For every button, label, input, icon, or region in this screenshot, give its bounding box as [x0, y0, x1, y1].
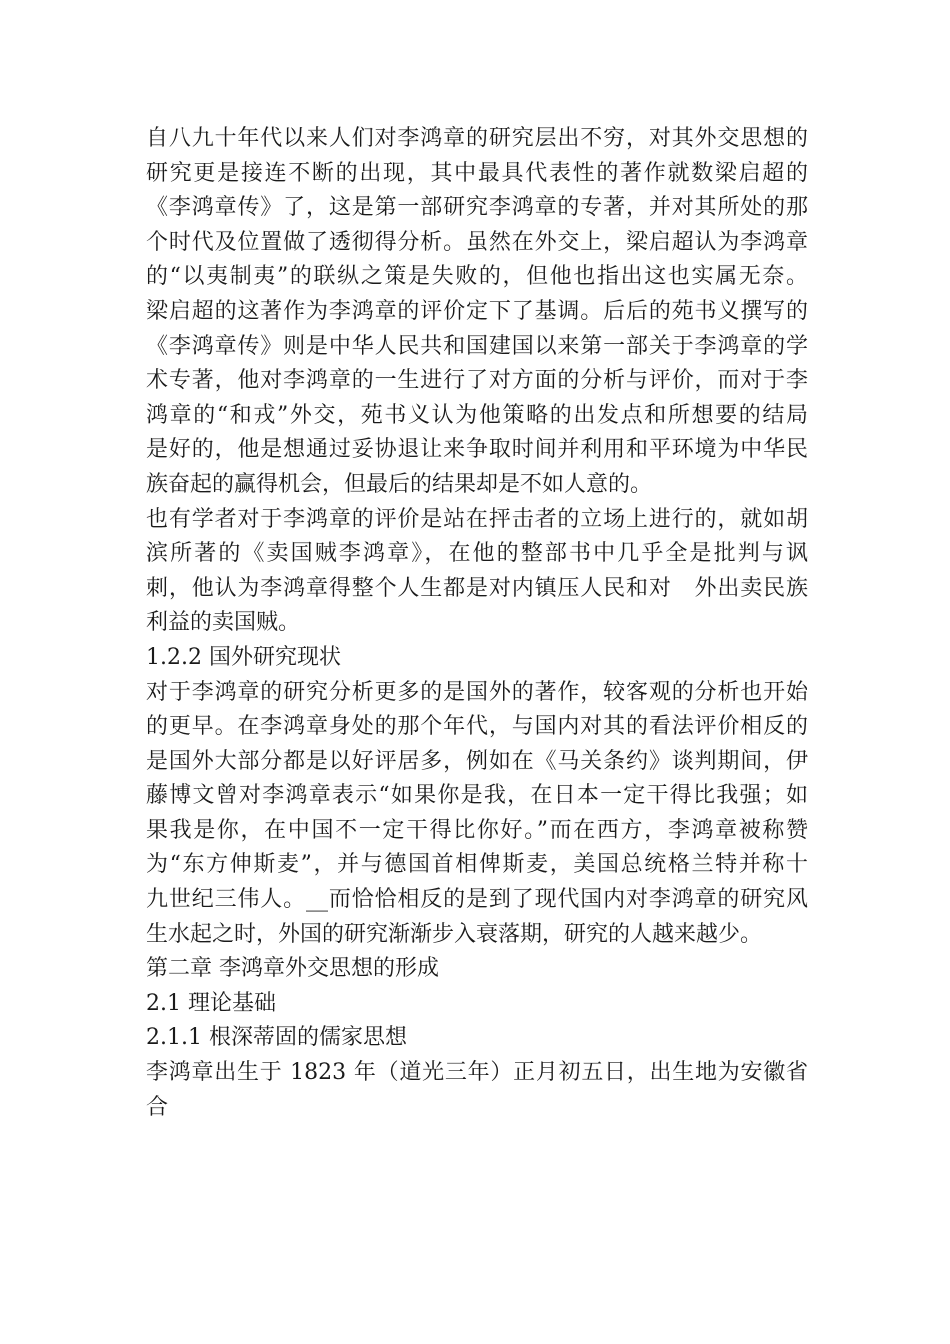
text-line: 术专著，他对李鸿章的一生进行了对方面的分析与评价，而对于李: [146, 368, 808, 394]
text-line: 梁启超的这著作为李鸿章的评价定下了基调。后后的苑书义撰写的: [146, 298, 808, 324]
text-line: 利益的卖国贼。: [146, 610, 301, 636]
text-line: 藤博文曾对李鸿章表示“如果你是我，在日本一定干得比我强；如: [146, 783, 808, 809]
text-line: 《李鸿章传》则是中华人民共和国建国以来第一部关于李鸿章的学: [146, 333, 808, 359]
text-line: 刺，他认为李鸿章得整个人生都是对内镇压人民和对 外出卖民族: [146, 575, 808, 601]
text-line: 《李鸿章传》了，这是第一部研究李鸿章的专著，并对其所处的那: [146, 195, 808, 221]
text-line: 是好的，他是想通过妥协退让来争取时间并利用和平环境为中华民: [146, 437, 808, 463]
text-line: 鸿章的“和戎”外交，苑书义认为他策略的出发点和所想要的结局: [146, 402, 808, 428]
text-line: 也有学者对于李鸿章的评价是站在抨击者的立场上进行的，就如胡: [146, 506, 808, 532]
text-line: 李鸿章出生于 1823 年（道光三年）正月初五日，出生地为安徽省合: [146, 1060, 808, 1120]
text-line: 滨所著的《卖国贼李鸿章》，在他的整部书中几乎全是批判与讽: [146, 541, 808, 567]
section-heading: 2.1 理论基础: [146, 990, 276, 1016]
text-line: 是国外大部分都是以好评居多，例如在《马关条约》谈判期间，伊: [146, 748, 808, 774]
document-body: [146, 122, 808, 1120]
section-heading: 1.2.2 国外研究现状: [146, 644, 341, 670]
text-line: 个时代及位置做了透彻得分析。虽然在外交上，梁启超认为李鸿章: [146, 229, 808, 255]
text-line: 研究更是接连不断的出现，其中最具代表性的著作就数梁启超的: [146, 160, 808, 186]
text-line: 族奋起的赢得机会，但最后的结果却是不如人意的。: [146, 471, 653, 497]
text-line: 的“以夷制夷”的联纵之策是失败的，但他也指出这也实属无奈。: [146, 264, 808, 290]
text-line: 为“东方伸斯麦”，并与德国首相俾斯麦，美国总统格兰特并称十: [146, 852, 808, 878]
text-line: 对于李鸿章的研究分析更多的是国外的著作，较客观的分析也开始: [146, 679, 808, 705]
text-line: 生水起之时，外国的研究渐渐步入衰落期，研究的人越来越少。: [146, 921, 763, 947]
text-line: 果我是你，在中国不一定干得比你好。”而在西方，李鸿章被称赞: [146, 817, 808, 843]
subsection-heading: 2.1.1 根深蒂固的儒家思想: [146, 1025, 407, 1051]
text-line: 的更早。在李鸿章身处的那个年代，与国内对其的看法评价相反的: [146, 714, 808, 740]
text-line: 九世纪三伟人。__而恰恰相反的是到了现代国内对李鸿章的研究风: [146, 887, 808, 913]
chapter-heading: 第二章 李鸿章外交思想的形成: [146, 956, 439, 982]
text-line: 自八九十年代以来人们对李鸿章的研究层出不穷，对其外交思想的: [146, 126, 808, 151]
